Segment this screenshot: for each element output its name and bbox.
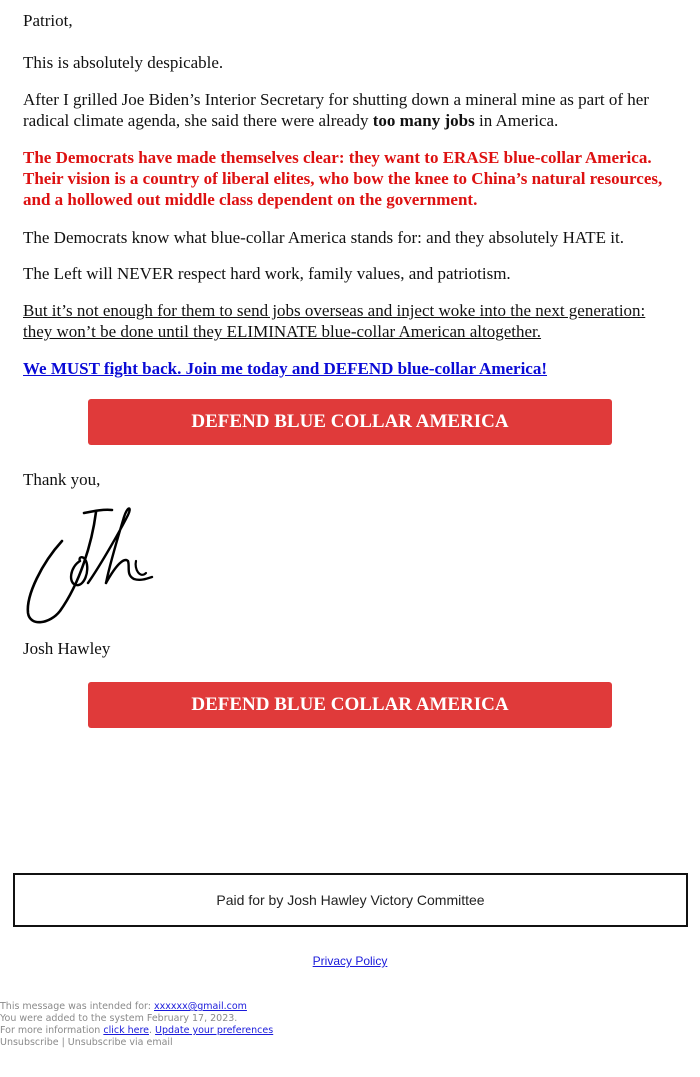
underlined-paragraph: But it’s not enough for them to send jobs overseas and inject woke into the next generation: they won’t be done until they ELIMINATE blue-collar American altogether. (23, 301, 646, 341)
paragraph-interior-secretary (23, 89, 673, 131)
signature-text: Josh (22, 503, 24, 504)
recipient-email-link[interactable]: xxxxxx@gmail.com (154, 1001, 247, 1012)
signature-image (22, 503, 162, 627)
paragraph-hate: The Democrats know what blue-collar America stands for: and they absolutely HATE it. (23, 228, 624, 247)
unsubscribe-line[interactable]: Unsubscribe | Unsubscribe via email (0, 1037, 173, 1048)
paid-for-box (13, 873, 688, 927)
signer-name: Josh Hawley (23, 639, 111, 658)
paragraph-respect: The Left will NEVER respect hard work, family values, and patriotism. (23, 264, 511, 283)
paid-for-text: Paid for by Josh Hawley Victory Committee (216, 892, 485, 908)
added-line: You were added to the system February 17, 2023. (0, 1013, 238, 1024)
more-info-line (0, 1025, 700, 1037)
more-info-label: For more information (0, 1025, 104, 1036)
paragraph-despicable: This is absolutely despicable. (23, 53, 224, 72)
bold-too-many-jobs: too many jobs (372, 111, 475, 130)
click-here-link[interactable]: click here (103, 1025, 149, 1036)
fight-back-paragraph (23, 358, 673, 379)
defend-button-top[interactable]: DEFEND BLUE COLLAR AMERICA (88, 399, 612, 445)
closing: Thank you, (23, 470, 101, 489)
paragraph-text: After I grilled Joe Biden’s Interior Secretary for shutting down a mineral mine as part of her radical climate agenda, she said there were already (23, 90, 649, 130)
privacy-policy-row (0, 954, 700, 968)
update-preferences-link[interactable]: Update your preferences (155, 1025, 274, 1036)
intended-for-label: This message was intended for: (0, 1001, 154, 1012)
intended-for-line (0, 1001, 700, 1013)
red-paragraph: The Democrats have made themselves clear: they want to ERASE blue-collar America. Their vision is a country of liberal elites, who bow the knee to China’s natural resources, and a hollowed out middle class dependent on the government. (23, 148, 663, 209)
footer-info (0, 1001, 700, 1049)
separator: . (149, 1025, 156, 1036)
paragraph-text-end: in America. (474, 111, 559, 130)
privacy-policy-link[interactable]: Privacy Policy (312, 954, 388, 968)
fight-back-link[interactable]: We MUST fight back. Join me today and DEFEND blue-collar America! (23, 359, 548, 378)
defend-button-bottom[interactable]: DEFEND BLUE COLLAR AMERICA (88, 682, 612, 728)
salutation: Patriot, (23, 11, 73, 30)
